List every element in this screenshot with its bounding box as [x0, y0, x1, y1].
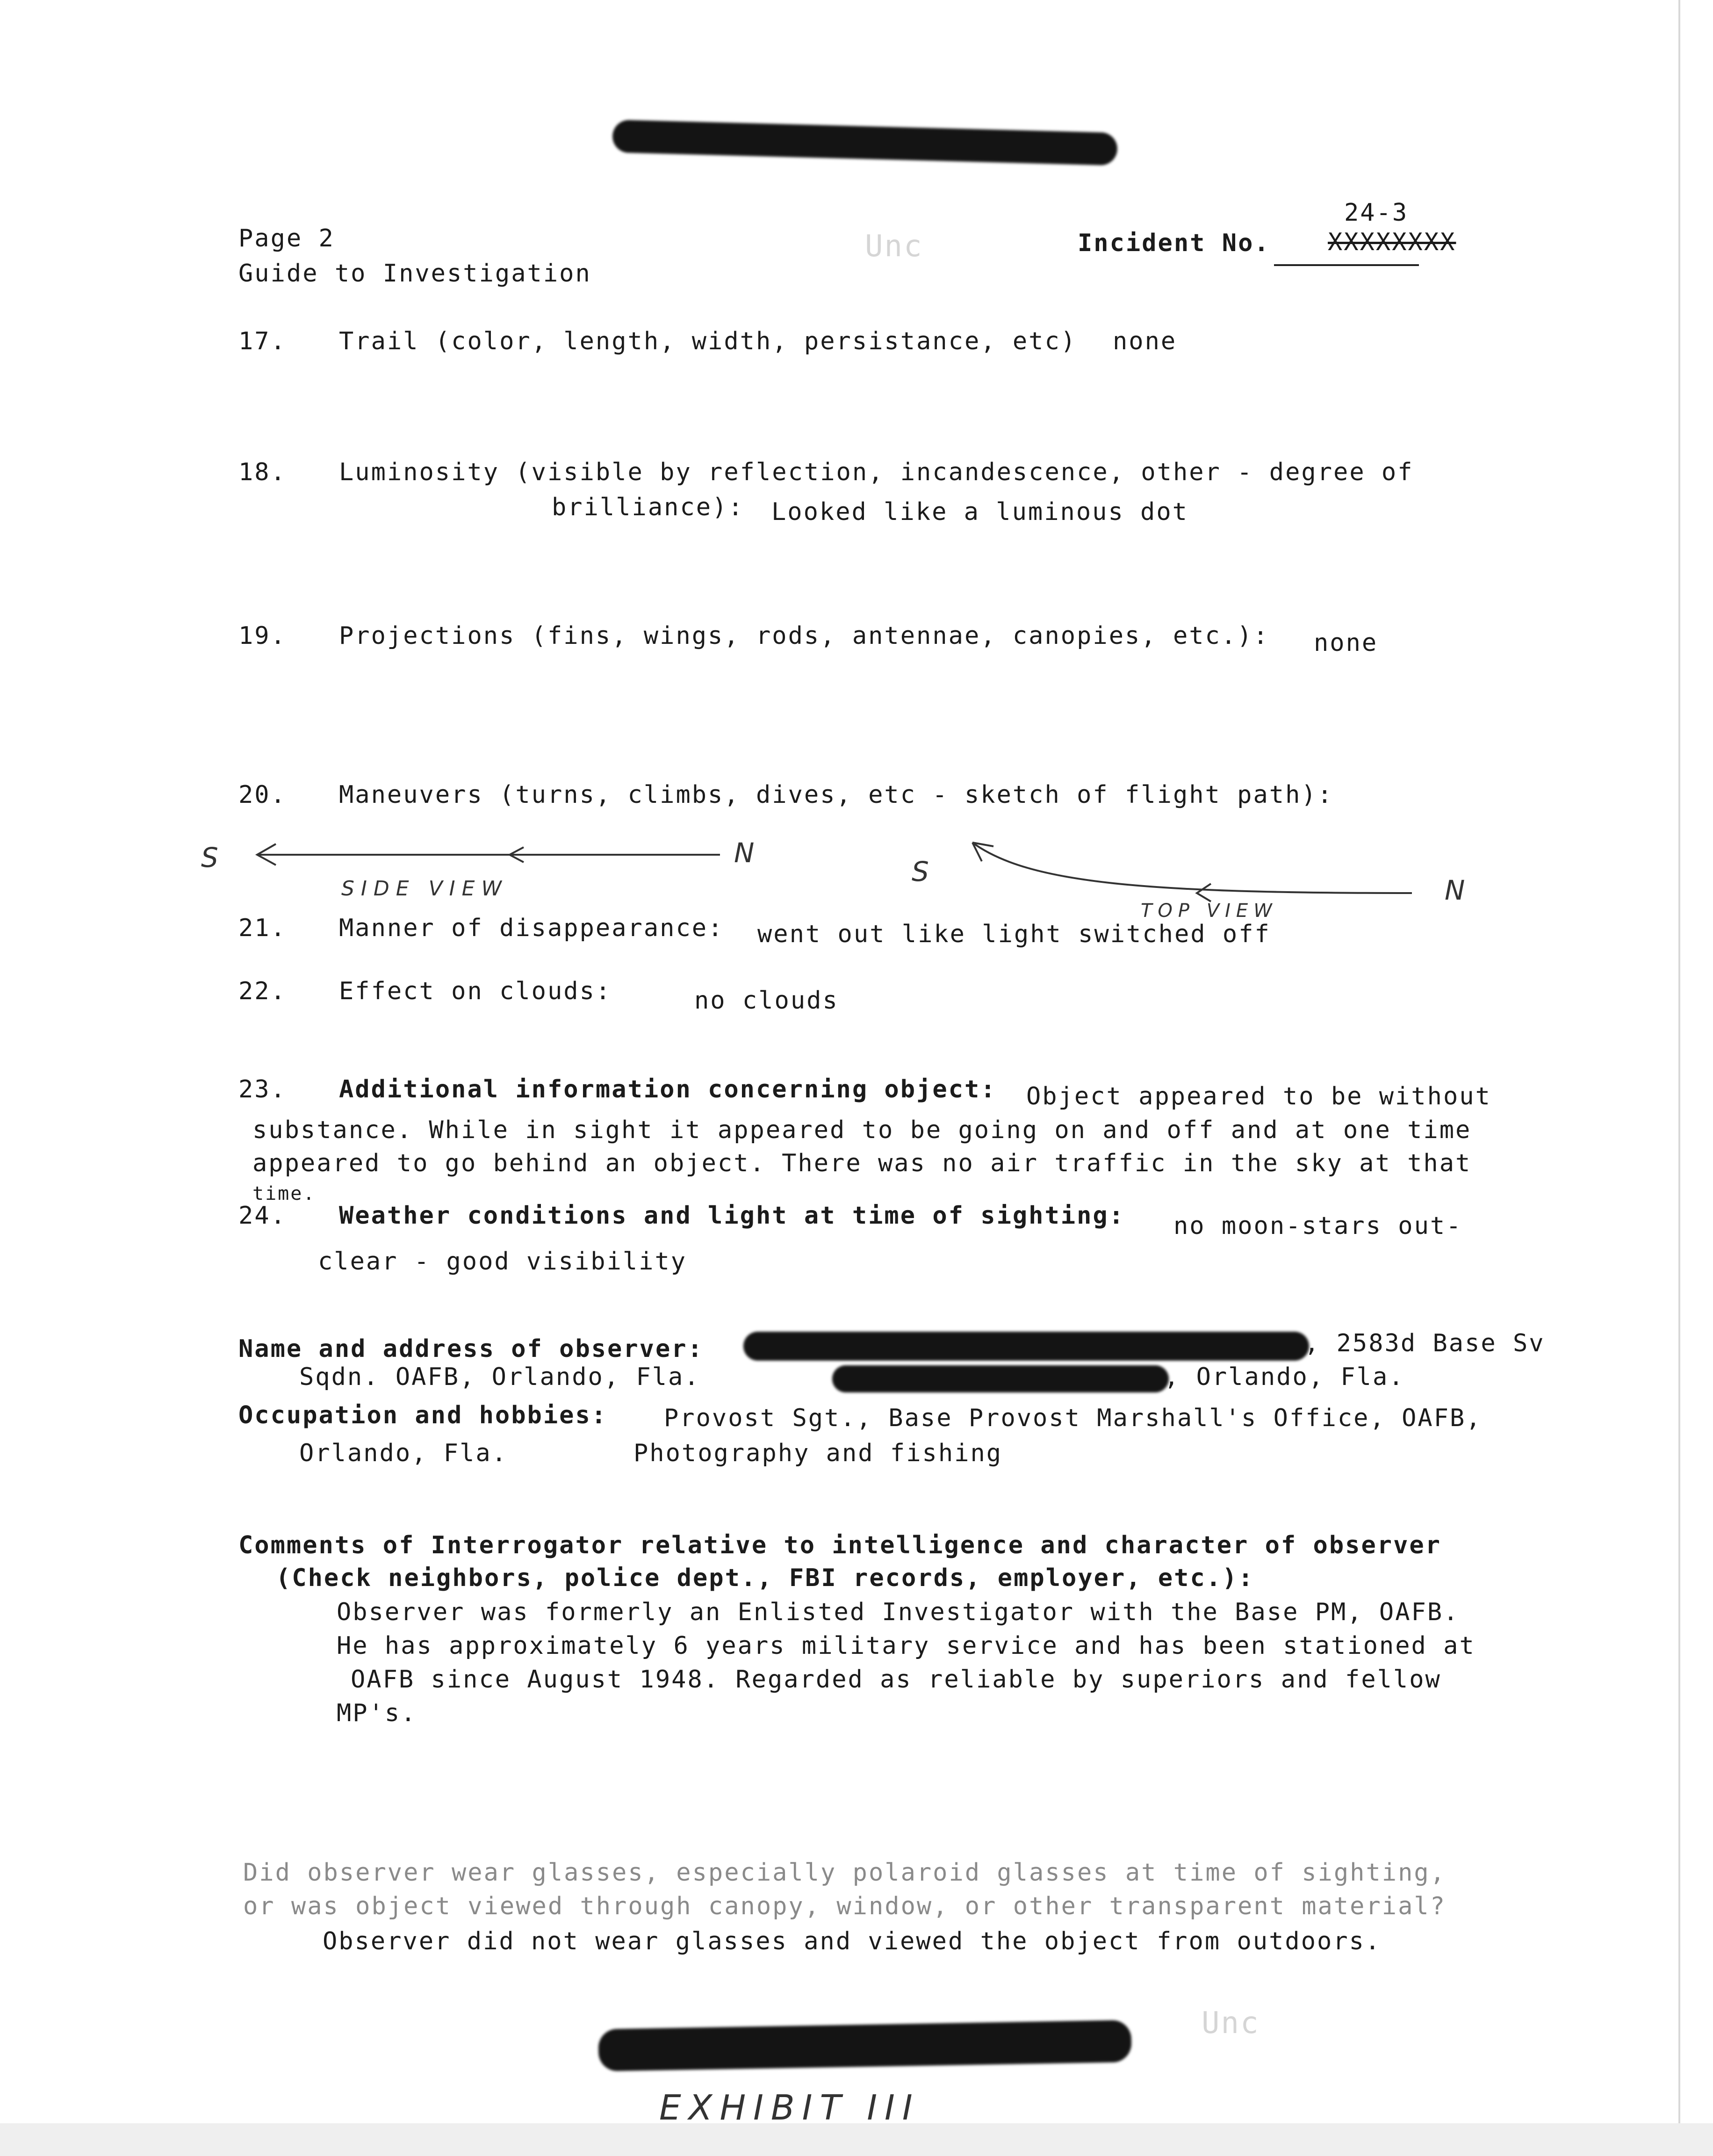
observer-address-right: , Orlando, Fla. — [1164, 1363, 1405, 1391]
item-19-answer: none — [1314, 629, 1378, 657]
incident-number: 24-3 — [1344, 199, 1409, 227]
occupation-value: Provost Sgt., Base Provost Marshall's Office, OAFB, — [664, 1404, 1482, 1432]
item-20-label: Maneuvers (turns, climbs, dives, etc - sketch of flight path): — [339, 781, 1334, 809]
unclass-stamp-top: Unc — [865, 229, 923, 264]
observer-name-label: Name and address of observer: — [238, 1335, 704, 1363]
top-view-s-label: S — [912, 856, 929, 887]
item-17-answer: none — [1113, 327, 1177, 355]
side-view-s-label: S — [201, 842, 218, 873]
occupation-city: Orlando, Fla. — [299, 1439, 508, 1467]
incident-underline — [1274, 264, 1419, 266]
item-23-answer-line-4: time. — [252, 1183, 316, 1204]
side-view-n-label: N — [734, 837, 755, 869]
top-view-mid-arrowhead — [1197, 884, 1211, 901]
incident-label: Incident No. — [1078, 229, 1270, 257]
item-20-number: 20. — [238, 781, 287, 809]
top-redaction — [612, 120, 1117, 166]
observer-address-redaction — [832, 1365, 1169, 1392]
item-21-answer: went out like light switched off — [757, 920, 1271, 948]
item-22-label: Effect on clouds: — [339, 977, 612, 1005]
item-24-answer: no moon-stars out- — [1173, 1212, 1462, 1240]
incident-struck-text: XXXXXXXX — [1328, 228, 1456, 256]
item-24-label: Weather conditions and light at time of sighting: — [339, 1202, 1125, 1230]
item-18-answer: Looked like a luminous dot — [771, 498, 1188, 526]
observer-address-left: Sqdn. OAFB, Orlando, Fla. — [299, 1363, 700, 1391]
guide-title: Guide to Investigation — [238, 260, 591, 288]
glasses-question-line-2: or was object viewed through canopy, window, or other transparent material? — [243, 1892, 1446, 1920]
item-23-answer: Object appeared to be without — [1026, 1082, 1491, 1110]
item-18-label-cont: brilliance): — [552, 493, 744, 521]
comments-label-cont: (Check neighbors, police dept., FBI records, employer, etc.): — [276, 1564, 1254, 1592]
item-18-label: Luminosity (visible by reflection, incandescence, other - degree of — [339, 458, 1414, 486]
item-23-answer-line-3: appeared to go behind an object. There was no air traffic in the sky at that — [252, 1149, 1472, 1177]
item-24-answer-line-2: clear - good visibility — [318, 1247, 687, 1276]
item-21-number: 21. — [238, 914, 287, 942]
exhibit-label: EXHIBIT III — [659, 2088, 920, 2128]
bottom-edge — [0, 2123, 1713, 2156]
item-23-number: 23. — [238, 1075, 287, 1103]
top-view-caption: TOP VIEW — [1141, 900, 1278, 922]
top-view-n-label: N — [1445, 874, 1465, 906]
observer-unit: , 2583d Base Sv — [1304, 1329, 1545, 1357]
page-number: Page 2 — [238, 224, 335, 252]
page-edge — [1678, 0, 1680, 2156]
item-23-label: Additional information concerning object: — [339, 1075, 997, 1103]
item-19-label: Projections (fins, wings, rods, antennae, canopies, etc.): — [339, 622, 1269, 650]
item-24-number: 24. — [238, 1202, 287, 1230]
item-17-number: 17. — [238, 327, 287, 355]
bottom-redaction — [598, 2020, 1131, 2071]
item-22-number: 22. — [238, 977, 287, 1005]
item-22-answer: no clouds — [694, 987, 839, 1015]
comments-line-4: MP's. — [337, 1699, 417, 1727]
comments-line-3: OAFB since August 1948. Regarded as reliable by superiors and fellow — [351, 1666, 1441, 1694]
top-view-arrow-curve — [972, 843, 1412, 893]
occupation-label: Occupation and hobbies: — [238, 1401, 608, 1429]
item-19-number: 19. — [238, 622, 287, 650]
side-view-caption: SIDE VIEW — [341, 877, 508, 901]
comments-line-2: He has approximately 6 years military service and has been stationed at — [337, 1632, 1475, 1660]
observer-name-redaction — [743, 1332, 1309, 1361]
glasses-answer: Observer did not wear glasses and viewed the object from outdoors. — [323, 1927, 1382, 1955]
item-23-answer-line-2: substance. While in sight it appeared to be going on and off and at one time — [252, 1116, 1472, 1144]
comments-line-1: Observer was formerly an Enlisted Investigator with the Base PM, OAFB. — [337, 1598, 1460, 1626]
comments-label: Comments of Interrogator relative to intelligence and character of observer — [238, 1531, 1441, 1559]
item-17-label: Trail (color, length, width, persistance, etc) — [339, 327, 1077, 355]
item-18-number: 18. — [238, 458, 287, 486]
item-21-label: Manner of disappearance: — [339, 914, 724, 942]
hobbies-value: Photography and fishing — [633, 1439, 1003, 1467]
glasses-question-line-1: Did observer wear glasses, especially polaroid glasses at time of sighting, — [243, 1859, 1446, 1887]
unclass-stamp-bottom: Unc — [1202, 2006, 1260, 2041]
